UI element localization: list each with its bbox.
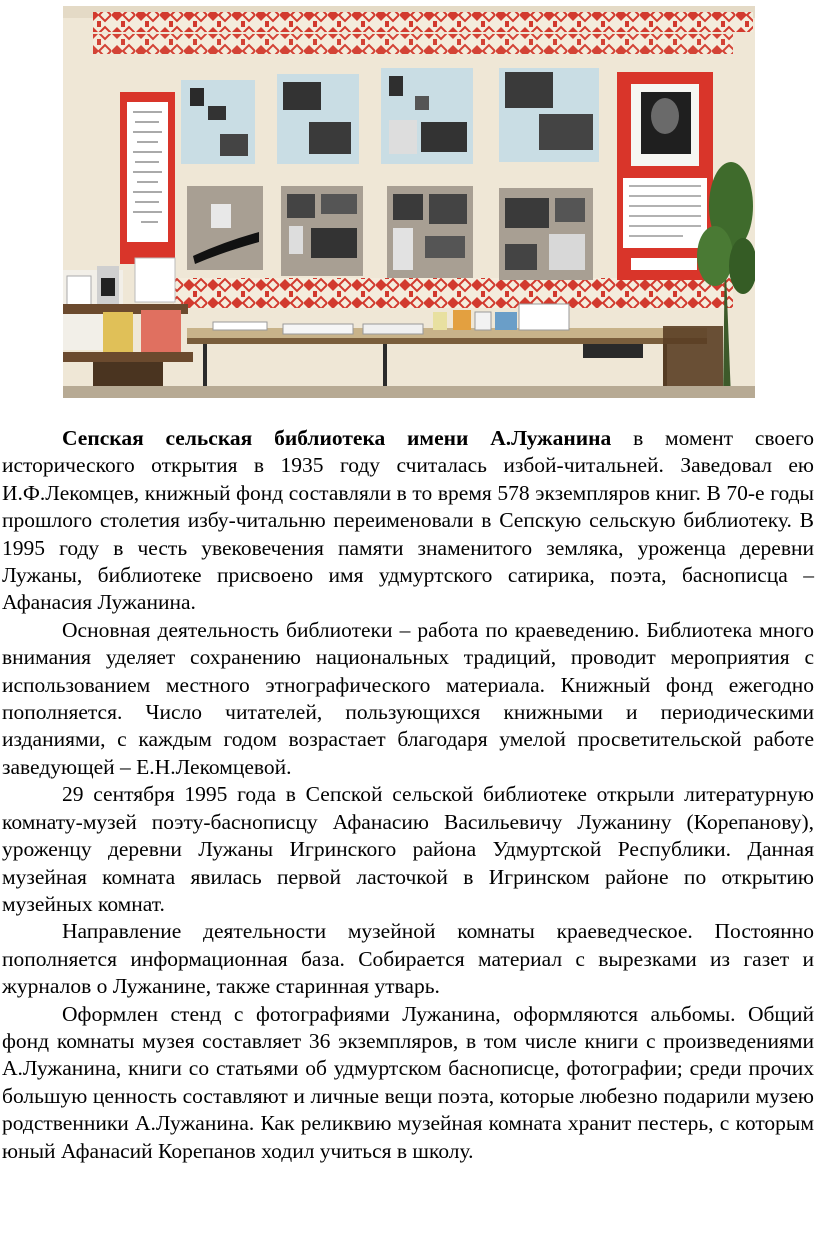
paragraph-3: 29 сентября 1995 года в Сепской сельской библиотеке открыли литературную комнату-музей поэту-баснописцу Афанасию Васильевичу Лужанину (Корепанову), уроженцу деревни Лужаны Игринского района Удмуртской Республики. Данная музейная комната явилась первой ласточкой в Игринском районе по открытию музейных комнат. (2, 782, 814, 916)
paragraph-1-text: в момент своего исторического открытия в 1935 году считалась избой-читальней. Заведовал ею И.Ф.Лекомцев, книжный фонд составляли в то время 578 экземпляров книг. В 70-е годы прошлого столетия избу-читальню переименовали в Сепскую сельскую библиотеку. В 1995 году в честь увековечения памяти знаменитого земляка, уроженца деревни Лужаны, библиотеке присвоено имя удмуртского сатирика, поэта, баснописца – Афанасия Лужанина. (2, 426, 814, 615)
paragraph-5: Оформлен стенд с фотографиями Лужанина, оформляются альбомы. Общий фонд комнаты музея составляет 36 экземпляров, в том числе книги с произведениями А.Лужанина, книги со статьями об удмуртском баснописце, фотографии; среди прочих большую ценность составляют и личные вещи поэта, которые любезно подарили музею родственники А.Лужанина. Как реликвию музейная комната хранит пестерь, с которым юный Афанасий Корепанов ходил учиться в школу. (2, 1001, 814, 1163)
paragraph-1 (2, 425, 814, 617)
paragraph-4: Направление деятельности музейной комнаты краеведческое. Постоянно пополняется информационная база. Собирается материал с вырезками из газет и журналов о Лужанине, также старинная утварь. (2, 919, 814, 999)
library-name-bold: Сепская сельская библиотека имени А.Лужанина (62, 426, 612, 450)
museum-photo-illustration (63, 6, 755, 398)
paragraph-2: Основная деятельность библиотеки – работа по краеведению. Библиотека много внимания уделяет сохранению национальных традиций, проводит мероприятия с использованием местного этнографического материала. Книжный фонд ежегодно пополняется. Число читателей, пользующихся книжными и периодическими изданиями, с каждым годом возрастает благодаря умелой просветительской работе заведующей – Е.Н.Лекомцевой. (2, 617, 814, 779)
museum-photo (63, 6, 755, 398)
article-text (2, 425, 814, 1165)
